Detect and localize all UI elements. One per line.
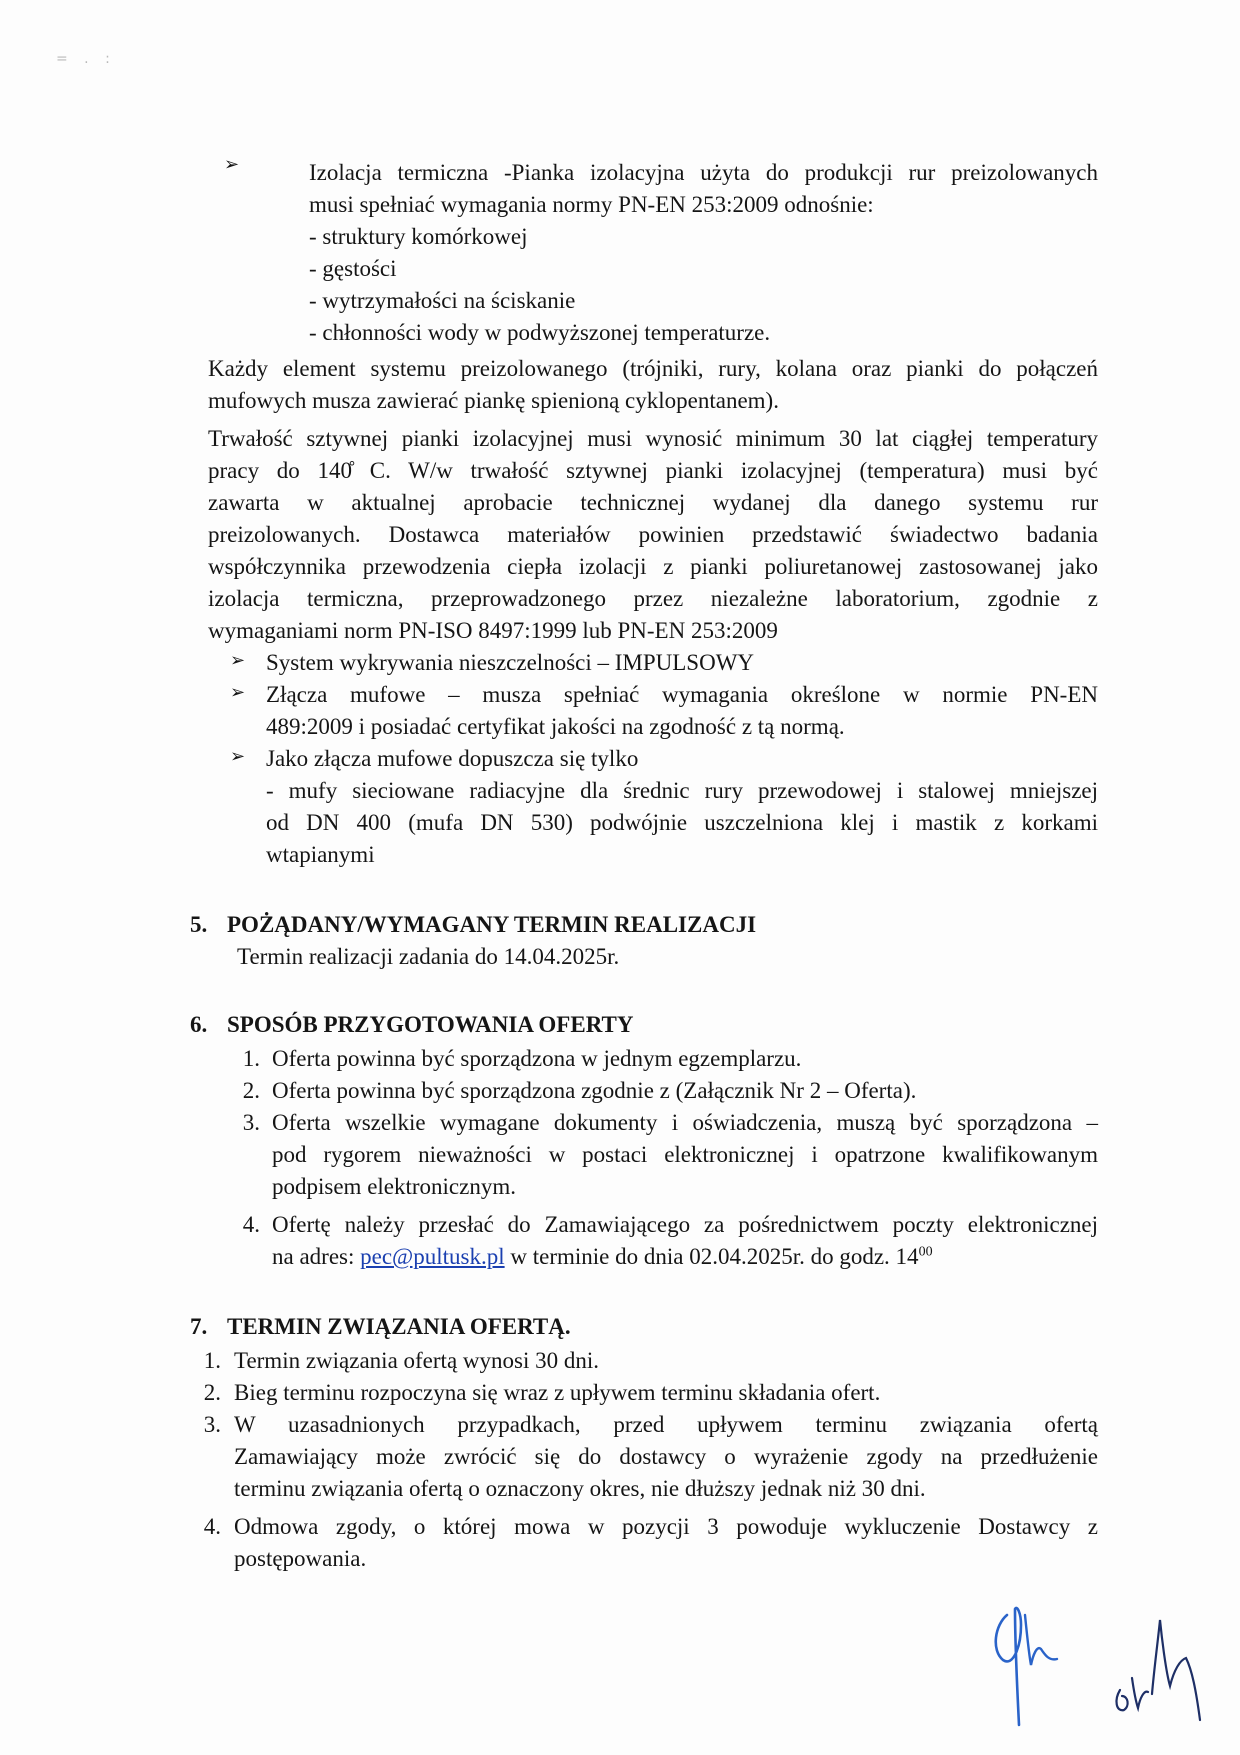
intro-line-1: Izolacja termiczna -Pianka izolacyjna użyta do produkcji rur preizolowanych [309,160,1098,185]
section6-item1-number: 1. [242,1046,260,1071]
section7-item3-number: 3. [203,1412,221,1437]
paragraph2-line-3: zawarta w aktualnej aprobacie technicznej wydanej dla danego systemu rur [208,490,1098,515]
bullet-arrow-icon: ➢ [230,682,246,703]
paragraph2-line-2: pracy do 140̊ C. W/w trwałość sztywnej pianki izolacyjnej (temperatura) musi być [208,458,1098,483]
paragraph2-line-4: preizolowanych. Dostawca materiałów powinien przedstawić świadectwo badania [208,522,1098,547]
section7-item1-number: 1. [203,1348,221,1373]
section6-item4-number: 4. [242,1212,260,1237]
section7-item3-line-3: terminu związania ofertą o oznaczony okres, nie dłuższy jednak niż 30 dni. [234,1476,926,1501]
section6-item1-text: Oferta powinna być sporządzona w jednym egzemplarzu. [272,1046,802,1071]
bullet2-line-1: Złącza mufowe – musza spełniać wymagania określone w normie PN-EN [266,682,1098,707]
email-link[interactable]: pec@pultusk.pl [360,1244,505,1269]
section7-item4-line-1: Odmowa zgody, o której mowa w pozycji 3 powoduje wykluczenie Dostawcy z [234,1514,1098,1539]
section7-item2-text: Bieg terminu rozpoczyna się wraz z upływem terminu składania ofert. [234,1380,881,1405]
section7-item3-line-2: Zamawiający może zwrócić się do dostawcy o wyrażenie zgody na przedłużenie [234,1444,1098,1469]
intro-line-2: musi spełniać wymagania normy PN-EN 253:2009 odnośnie: [309,192,874,217]
paragraph1-line-2: mufowych musza zawierać piankę spienioną cyklopentanem). [208,388,779,413]
deadline-text: w terminie do dnia 02.04.2025r. do godz. 14 [504,1244,919,1269]
bullet3-line-1: Jako złącza mufowe dopuszcza się tylko [266,746,639,771]
section6-item2-number: 2. [242,1078,260,1103]
section6-item3-line-3: podpisem elektronicznym. [272,1174,516,1199]
address-label: na adres: [272,1244,361,1269]
bullet3-line-2: - mufy sieciowane radiacyjne dla średnic rury przewodowej i stalowej mniejszej [266,778,1098,803]
section6-title: SPOSÓB PRZYGOTOWANIA OFERTY [227,1012,634,1037]
intro-line-4: - gęstości [309,256,397,281]
section7-item4-line-2: postępowania. [234,1546,367,1571]
bullet1-line-1: System wykrywania nieszczelności – IMPULSOWY [266,650,755,675]
section6-item4-line-1: Ofertę należy przesłać do Zamawiającego za pośrednictwem poczty elektronicznej [272,1212,1098,1237]
bullet2-line-2: 489:2009 i posiadać certyfikat jakości na zgodność z tą normą. [266,714,845,739]
section6-item3-line-1: Oferta wszelkie wymagane dokumenty i oświadczenia, muszą być sporządzona – [272,1110,1098,1135]
signature-initials-2 [1110,1600,1220,1750]
paragraph2-line-6: izolacja termiczna, przeprowadzonego przez niezależne laboratorium, zgodnie z [208,586,1098,611]
section5-number: 5. [190,912,208,937]
section7-item3-line-1: W uzasadnionych przypadkach, przed upływem terminu związania ofertą [234,1412,1098,1437]
bullet-arrow-icon: ➢ [224,154,240,175]
paragraph2-line-5: współczynnika przewodzenia ciepła izolacji z pianki poliuretanowej zastosowanej jako [208,554,1098,579]
intro-line-6: - chłonności wody w podwyższonej temperaturze. [309,320,771,345]
section7-number: 7. [190,1314,208,1339]
scan-artifact: = . : [56,51,116,67]
section5-text: Termin realizacji zadania do 14.04.2025r. [237,944,620,969]
section6-number: 6. [190,1012,208,1037]
section7-title: TERMIN ZWIĄZANIA OFERTĄ. [227,1314,571,1339]
intro-line-3: - struktury komórkowej [309,224,528,249]
signature-initials-1 [985,1575,1085,1735]
paragraph2-line-1: Trwałość sztywnej pianki izolacyjnej musi wynosić minimum 30 lat ciągłej temperatury [208,426,1098,451]
bullet-arrow-icon: ➢ [230,650,246,671]
section7-item1-text: Termin związania ofertą wynosi 30 dni. [234,1348,599,1373]
paragraph1-line-1: Każdy element systemu preizolowanego (trójniki, rury, kolana oraz pianki do połączeń [208,356,1098,381]
bullet-arrow-icon: ➢ [230,746,246,767]
section7-item2-number: 2. [203,1380,221,1405]
bullet3-line-4: wtapianymi [266,842,375,867]
hour-superscript: 00 [918,1244,933,1260]
section6-item3-number: 3. [242,1110,260,1135]
paragraph2-line-7: wymaganiami norm PN-ISO 8497:1999 lub PN-EN 253:2009 [208,618,778,643]
section7-item4-number: 4. [203,1514,221,1539]
section5-title: POŻĄDANY/WYMAGANY TERMIN REALIZACJI [227,912,757,937]
section6-item4-line-2 [272,1242,933,1272]
section6-item3-line-2: pod rygorem nieważności w postaci elektronicznej i opatrzone kwalifikowanym [272,1142,1098,1167]
section6-item2-text: Oferta powinna być sporządzona zgodnie z (Załącznik Nr 2 – Oferta). [272,1078,917,1103]
intro-line-5: - wytrzymałości na ściskanie [309,288,576,313]
bullet3-line-3: od DN 400 (mufa DN 530) podwójnie uszczelniona klej i mastik z korkami [266,810,1098,835]
